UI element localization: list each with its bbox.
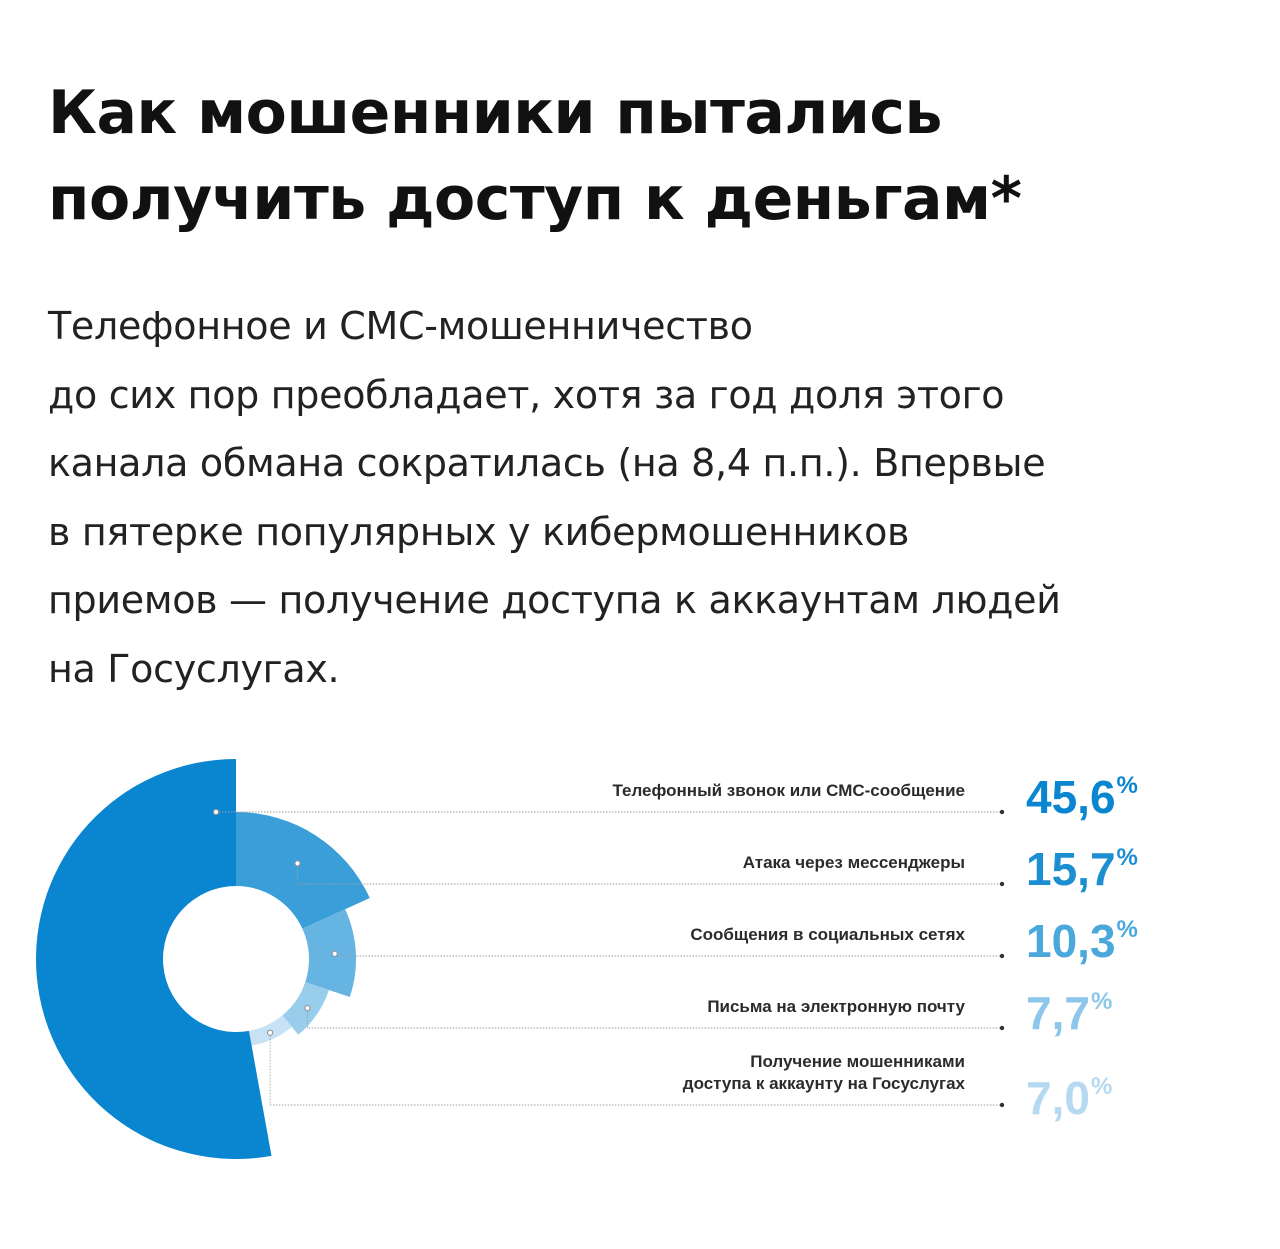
percent-sign: % [1116,844,1138,871]
title-line-1: Как мошенники пытались [48,78,942,148]
leader-end-dot [1000,954,1004,958]
percent-sign: % [1116,772,1138,799]
description-line: Телефонное и СМС-мошенничество [48,304,753,348]
leader-start-dot [213,809,218,814]
category-label: доступа к аккаунту на Госуслугах [682,1074,965,1093]
description-line: канала обмана сократилась (на 8,4 п.п.). Впервые [48,441,1046,486]
value-label: 7,0 [1026,1072,1090,1124]
leader-end-dot [1000,882,1004,886]
category-label: Получение мошенниками [750,1052,965,1071]
value-label: 7,7 [1026,987,1090,1039]
category-label: Письма на электронную почту [707,997,965,1016]
category-label: Телефонный звонок или СМС-сообщение [612,781,965,800]
page-title [48,70,1228,242]
leader-end-dot [1000,1103,1004,1107]
percent-sign: % [1090,988,1113,1015]
leader-line [335,954,1002,956]
leader-start-dot [268,1030,273,1035]
value-label: 10,3 [1026,915,1116,967]
leader-end-dot [1000,810,1004,814]
value-label: 45,6 [1026,771,1116,823]
leader-start-dot [305,1006,310,1011]
percent-sign: % [1090,1073,1113,1100]
chart-slice [236,812,370,929]
description-line: приемов — получение доступа к аккаунтам людей [48,578,1061,623]
description-line: до сих пор преобладает, хотя за год доля этого [48,372,1005,417]
percent-sign: % [1116,916,1138,943]
leader-start-dot [332,951,337,956]
value-label: 15,7 [1026,843,1116,895]
fraud-methods-chart [0,740,1280,1210]
category-label: Атака через мессенджеры [742,853,965,872]
leader-end-dot [1000,1026,1004,1030]
leader-start-dot [295,861,300,866]
category-label: Сообщения в социальных сетях [690,925,965,944]
description-line: на Госуслугах. [48,646,340,691]
description [48,292,1248,704]
description-line: в пятерке популярных у кибермошенников [48,509,910,554]
title-line-2: получить доступ к деньгам* [48,164,1022,234]
